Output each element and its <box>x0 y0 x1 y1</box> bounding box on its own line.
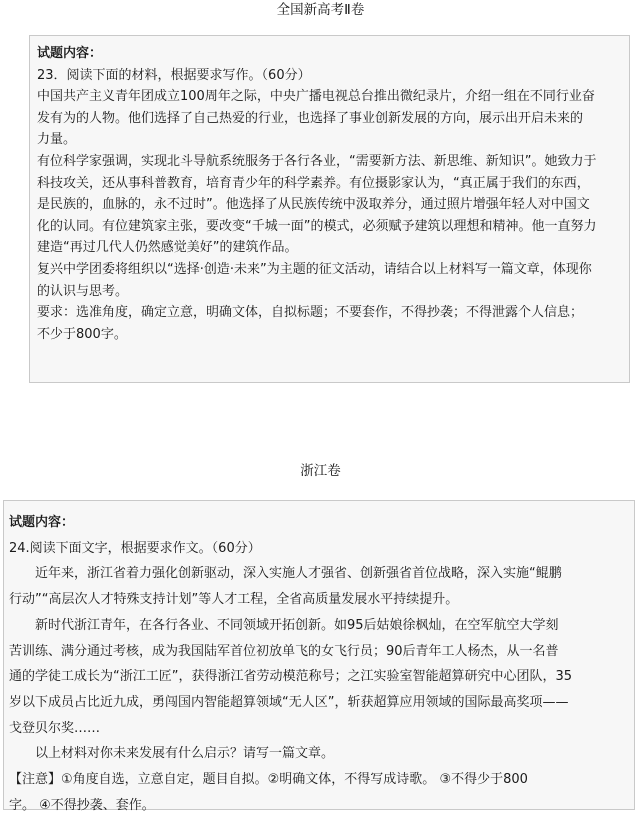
question-line: 以上材料对你未来发展有什么启示？请写一篇文章。 <box>35 746 335 762</box>
question-line: 近年来，浙江省着力强化创新驱动，深入实施人才强省、创新强省首位战略，深入实施“鲲鹏 <box>35 566 562 582</box>
question-heading: 24.阅读下面文字，根据要求作文。（60分） <box>9 540 261 556</box>
question-line: 戈登贝尔奖…… <box>9 720 101 736</box>
question-line: 不少于800字。 <box>37 326 127 342</box>
question-box-national-ii <box>29 35 630 383</box>
question-line: 复兴中学团委将组织以“选择·创造·未来”为主题的征文活动，请结合以上材料写一篇文章，体现你 <box>37 261 592 277</box>
question-line: 字。 ④不得抄袭、套作。 <box>9 797 155 813</box>
section-title-zhejiang: 浙江卷 <box>300 463 341 479</box>
question-line: 科技攻关，还从事科普教育，培育青少年的科学素养。有位摄影家认为，“真正属于我们的东西， <box>37 175 590 191</box>
section-title-national-ii: 全国新高考Ⅱ卷 <box>276 2 365 18</box>
question-line: 新时代浙江青年，在各行各业、不同领域开拓创新。如95后姑娘徐枫灿，在空军航空大学刻 <box>35 617 559 633</box>
question-line: 【注意】①角度自选，立意自定，题目自拟。②明确文体，不得写成诗歌。 ③不得少于800 <box>9 772 528 788</box>
question-line: 建造“再过几代人仍然感觉美好”的建筑作品。 <box>37 240 298 256</box>
question-line: 化的认同。有位建筑家主张，要改变“千城一面”的模式，必须赋予建筑以理想和精神。他一直努力 <box>37 218 597 234</box>
question-line: 岁以下成员占比近九成，勇闯国内智能超算领域“无人区”，斩获超算应用领域的国际最高奖项—— <box>9 694 569 710</box>
question-line: 的认识与思考。 <box>37 283 129 299</box>
question-line: 发有为的人物。他们选择了自己热爱的行业，也选择了事业创新发展的方向，展示出开启未来的 <box>37 110 584 126</box>
question-line: 23．阅读下面的材料，根据要求写作。（60分） <box>37 67 311 83</box>
question-line: 有位科学家强调，实现北斗导航系统服务于各行各业，“需要新方法、新思维、新知识”。她致力于 <box>37 153 597 169</box>
question-line: 力量。 <box>37 132 77 148</box>
question-box-zhejiang <box>3 500 635 813</box>
question-line: 是民族的，血脉的，永不过时”。他选择了从民族传统中汲取养分，通过照片增强年轻人对中国文 <box>37 197 590 213</box>
question-line: 苦训练、满分通过考核，成为我国陆军首位初放单飞的女飞行员；90后青年工人杨杰，从一名普 <box>9 643 559 659</box>
question-content-label: 试题内容： <box>37 46 103 61</box>
question-line: 通的学徒工成长为“浙江工匠”，获得浙江省劳动模范称号；之江实验室智能超算研究中心团队，35 <box>9 669 573 685</box>
question-line: 要求：选准角度，确定立意，明确文体，自拟标题；不要套作，不得抄袭；不得泄露个人信息； <box>37 305 584 321</box>
question-content-label: 试题内容： <box>9 515 75 530</box>
question-line: 行动”“高层次人才特殊支持计划”等人才工程，全省高质量发展水平持续提升。 <box>9 592 459 608</box>
question-line: 中国共产主义青年团成立100周年之际，中央广播电视总台推出微纪录片，介绍一组在不同行业奋 <box>37 89 595 105</box>
